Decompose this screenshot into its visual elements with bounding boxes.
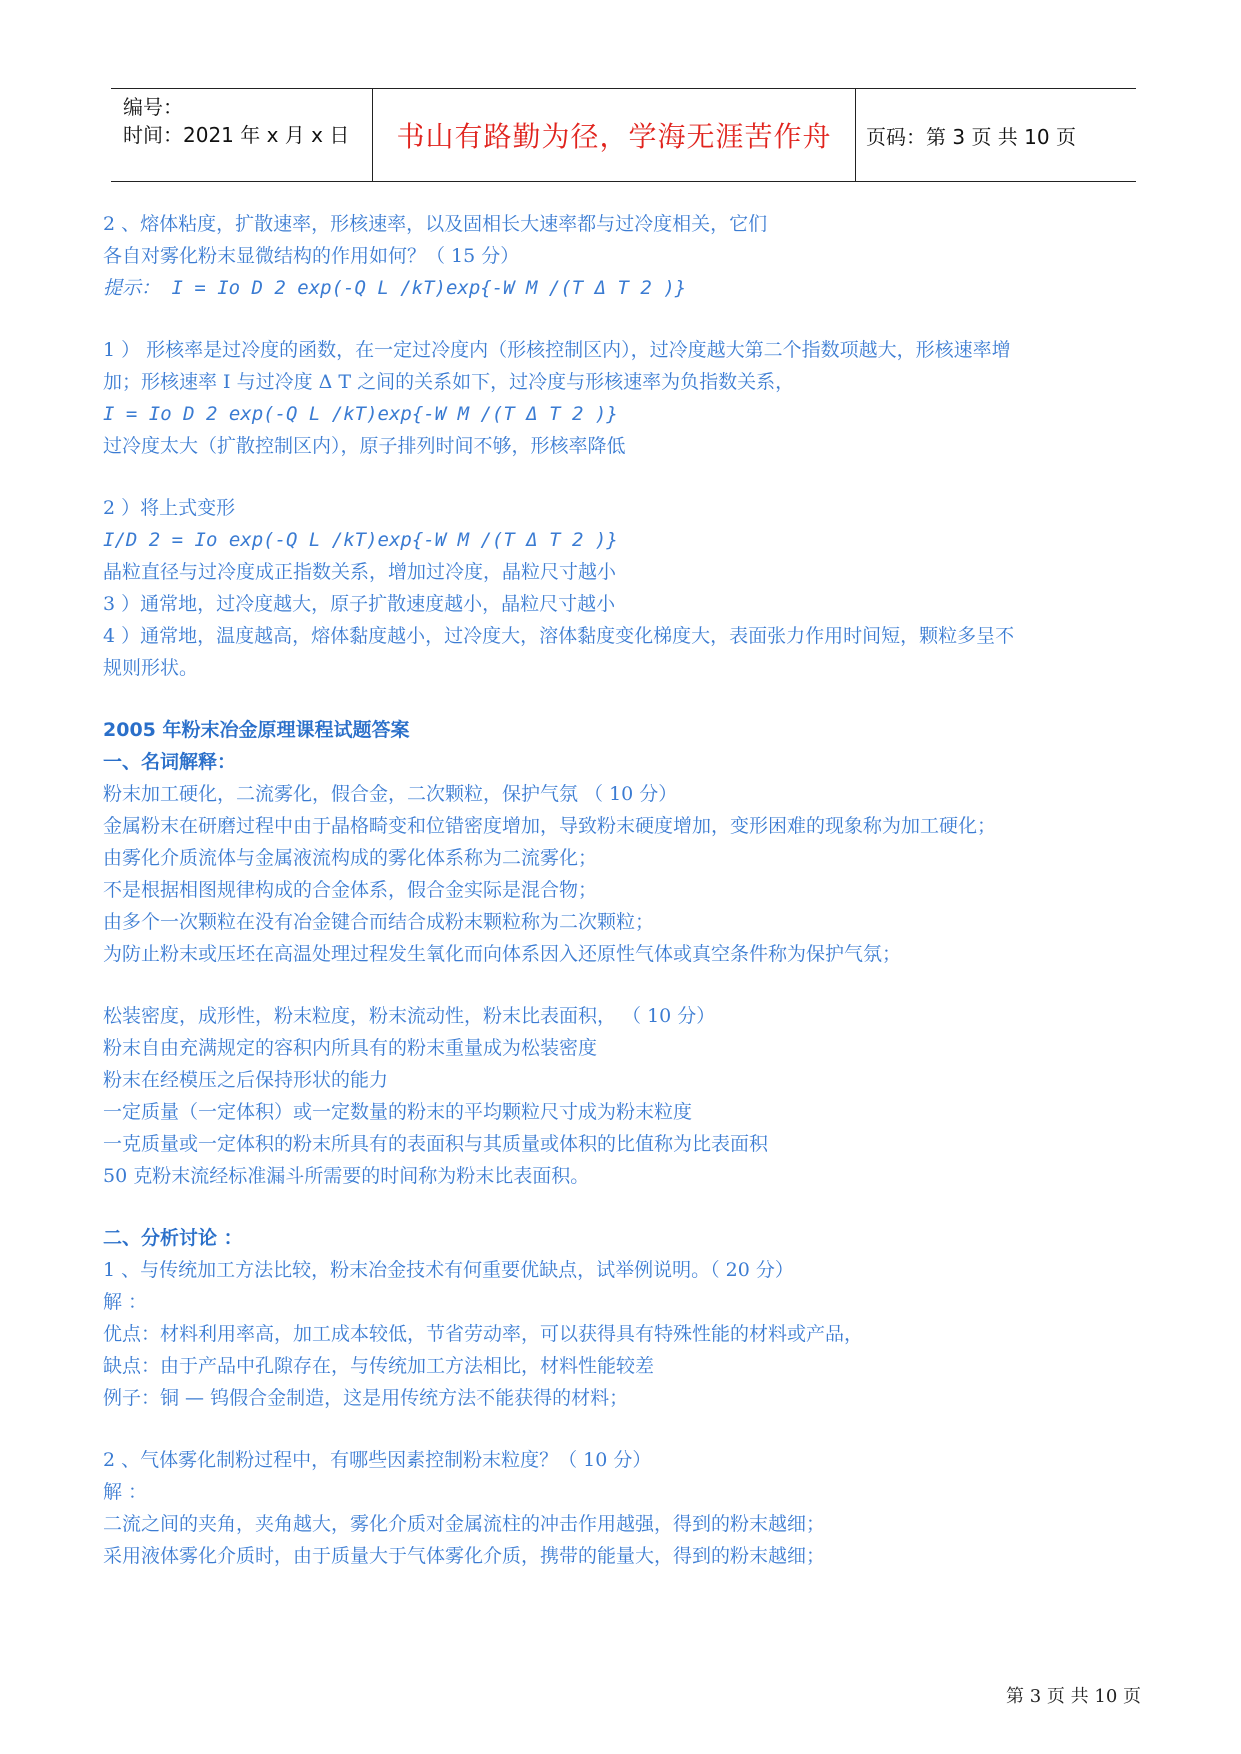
document-time-label: 时间：2021 年 x 月 x 日 <box>123 123 350 147</box>
advantages-line: 优点：材料利用率高，加工成本较低，节省劳动率，可以获得具有特殊性能的材料或产品， <box>103 1323 864 1345</box>
header-page-number: 页码：第 3 页 共 10 页 <box>866 124 1076 149</box>
document-id-label: 编号： <box>123 95 183 119</box>
spacer <box>103 304 1143 334</box>
answer-2-formula: I/D 2 = Io exp(-Q L /kT)exp{-W M /(T Δ T 2 )} <box>103 529 618 551</box>
term-definition: 一定质量（一定体积）或一定数量的粉末的平均颗粒尺寸成为粉末粒度 <box>103 1101 693 1123</box>
discussion-question-2: 2 、气体雾化制粉过程中，有哪些因素控制粉末粒度？（ 10 分） <box>103 1449 652 1471</box>
question-2-line-2: 各自对雾化粉末显微结构的作用如何？（ 15 分） <box>103 245 520 267</box>
answer-1-formula: I = Io D 2 exp(-Q L /kT)exp{-W M /(T Δ T 2 )} <box>103 403 618 425</box>
term-definition: 由雾化介质流体与金属液流构成的雾化体系称为二流雾化； <box>103 847 598 869</box>
answer-2-line-2: 晶粒直径与过冷度成正指数关系，增加过冷度，晶粒尺寸越小 <box>103 561 617 583</box>
answer-2-line-1: 2 ）将上式变形 <box>103 497 236 519</box>
hint-formula: 提示： I = Io D 2 exp(-Q L /kT)exp{-W M /(T Δ T 2 )} <box>103 277 687 299</box>
document-body <box>103 208 1143 1572</box>
term-definition: 为防止粉末或压坯在高温处理过程发生氧化而向体系因入还原性气体或真空条件称为保护气氛； <box>103 943 902 965</box>
header-left-cell <box>111 89 373 181</box>
factor-line: 二流之间的夹角，夹角越大，雾化介质对金属流柱的冲击作用越强，得到的粉末越细； <box>103 1513 826 1535</box>
term-definition: 50 克粉末流经标准漏斗所需要的时间称为粉末比表面积。 <box>103 1165 590 1187</box>
answer-4-line-2: 规则形状。 <box>103 657 199 679</box>
terms-question-2: 松装密度，成形性，粉末粒度，粉末流动性，粉末比表面积， （ 10 分） <box>103 1005 716 1027</box>
question-2-line-1: 2 、熔体粘度，扩散速率，形核速率，以及固相长大速率都与过冷度相关，它们 <box>103 213 768 235</box>
term-definition: 金属粉末在研磨过程中由于晶格畸变和位错密度增加，导致粉末硬度增加，变形困难的现象称为加工硬化； <box>103 815 997 837</box>
spacer <box>103 462 1143 492</box>
section-1-heading: 一、名词解释： <box>103 751 237 773</box>
terms-question: 粉末加工硬化，二流雾化，假合金，二次颗粒，保护气氛 （ 10 分） <box>103 783 678 805</box>
spacer <box>103 1414 1143 1444</box>
term-definition: 由多个一次颗粒在没有冶金键合而结合成粉末颗粒称为二次颗粒； <box>103 911 655 933</box>
factor-line: 采用液体雾化介质时，由于质量大于气体雾化介质，携带的能量大，得到的粉末越细； <box>103 1545 826 1567</box>
motto-text: 书山有路勤为径，学海无涯苦作舟 <box>396 120 832 153</box>
exam-title: 2005 年粉末冶金原理课程试题答案 <box>103 719 410 741</box>
spacer <box>103 970 1143 1000</box>
header-table <box>111 88 1136 182</box>
term-definition: 粉末在经模压之后保持形状的能力 <box>103 1069 389 1091</box>
answer-4-line-1: 4 ）通常地，温度越高，熔体黏度越小，过冷度大，溶体黏度变化梯度大，表面张力作用时间短，颗粒多呈不 <box>103 625 1015 647</box>
term-definition: 粉末自由充满规定的容积内所具有的粉末重量成为松装密度 <box>103 1037 598 1059</box>
spacer <box>103 1192 1143 1222</box>
term-definition: 不是根据相图规律构成的合金体系，假合金实际是混合物； <box>103 879 598 901</box>
solution-label: 解 ： <box>103 1481 148 1503</box>
solution-label: 解 ： <box>103 1291 148 1313</box>
spacer <box>103 684 1143 714</box>
example-line: 例子：铜 — 钨假合金制造，这是用传统方法不能获得的材料； <box>103 1387 629 1409</box>
term-definition: 一克质量或一定体积的粉末所具有的表面积与其质量或体积的比值称为比表面积 <box>103 1133 769 1155</box>
disadvantages-line: 缺点：由于产品中孔隙存在，与传统加工方法相比，材料性能较差 <box>103 1355 655 1377</box>
answer-1-line-2: 加；形核速率 I 与过冷度 Δ T 之间的关系如下，过冷度与形核速率为负指数关系， <box>103 371 795 393</box>
discussion-question-1: 1 、与传统加工方法比较，粉末冶金技术有何重要优缺点，试举例说明。（ 20 分） <box>103 1259 794 1281</box>
answer-1-line-1: 1 ） 形核率是过冷度的函数，在一定过冷度内（形核控制区内），过冷度越大第二个指数项越大，形核速率增 <box>103 339 1011 361</box>
section-2-heading: 二、分析讨论 ： <box>103 1227 243 1249</box>
header-motto-cell <box>373 89 856 181</box>
header-page-cell <box>856 89 1136 181</box>
answer-1-line-3: 过冷度太大（扩散控制区内），原子排列时间不够，形核率降低 <box>103 435 626 457</box>
answer-3-line: 3 ）通常地，过冷度越大，原子扩散速度越小，晶粒尺寸越小 <box>103 593 616 615</box>
footer-page-number: 第 3 页 共 10 页 <box>1006 1686 1141 1707</box>
